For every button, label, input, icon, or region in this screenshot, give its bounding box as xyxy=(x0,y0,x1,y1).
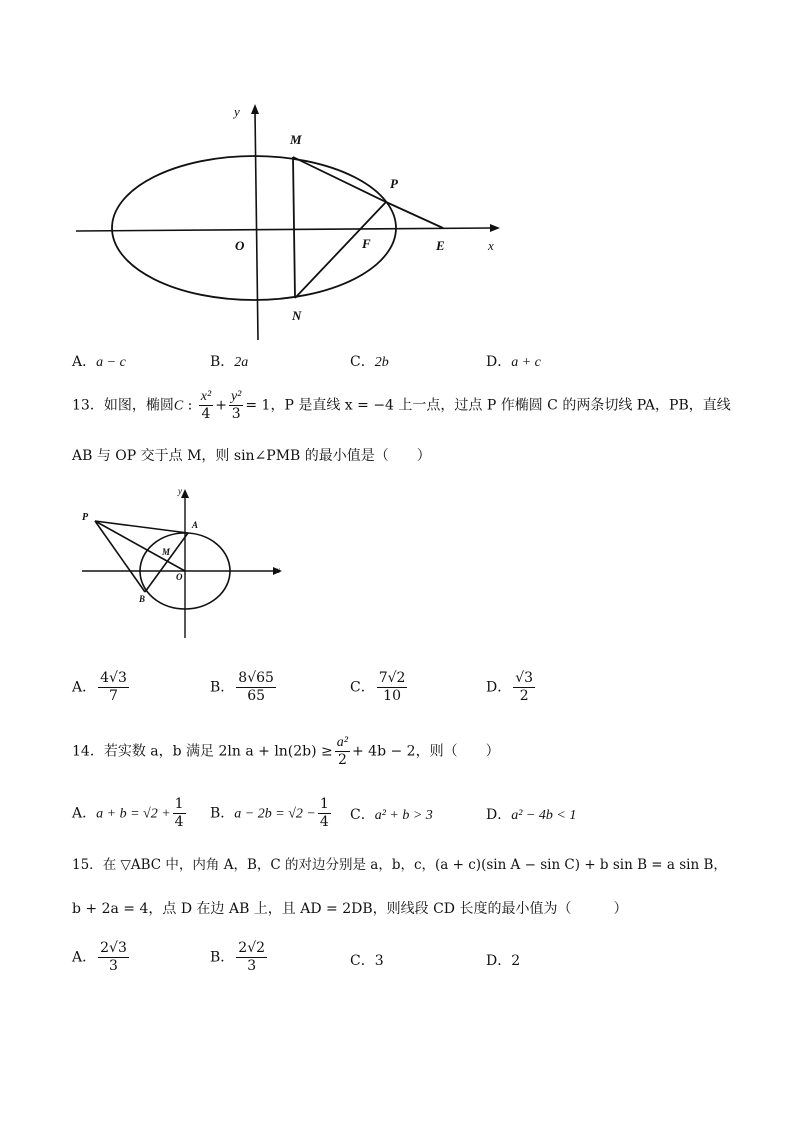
fig1-label-x: x xyxy=(488,238,494,253)
ellipse xyxy=(112,156,396,300)
q13-line2: AB 与 OP 交于点 M，则 sin∠PMB 的最小值是（ ） xyxy=(72,448,431,464)
segment-pn xyxy=(295,202,386,298)
q13-option-b[interactable]: B． $\frac{8√65}{65}$ xyxy=(210,670,274,704)
x-axis-arrow xyxy=(490,224,500,232)
q14-option-d[interactable]: D．a² − 4b < 1 xyxy=(486,807,577,823)
fig2-label-x: x xyxy=(276,565,280,575)
fig2-label-b: B xyxy=(139,594,146,604)
q14-option-c[interactable]: C．a² + b > 3 xyxy=(350,807,433,823)
q12-option-d[interactable]: D．a + c xyxy=(486,354,541,370)
q13-option-a[interactable]: A． $\frac{4√3}{7}$ xyxy=(72,670,127,704)
y-axis xyxy=(255,112,258,340)
q15-line2: b + 2a = 4，点 D 在边 AB 上，且 AD = 2DB，则线段 CD 长度的最小值为（ ） xyxy=(72,901,628,917)
figure-ellipse-tangent xyxy=(0,0,794,350)
fig2-label-y: y xyxy=(178,486,182,496)
q15-line1: 15．在 ▽ABC 中，内角 A，B，C 的对边分别是 a，b，c，(a + c)(sin A − sin C) + b sin B = a sin B， xyxy=(72,857,727,873)
q14-stem: 14．若实数 a，b 满足 2ln a + ln(2b) ≥ $\frac{\text{a²}}{2}$ + 4b − 2，则（ ） xyxy=(72,735,500,768)
y-axis-arrow xyxy=(251,104,259,114)
figure-ellipse-tangents-pab xyxy=(0,480,794,650)
q14-option-b[interactable]: B．a − 2b = √2 − $\frac{1}{4}$ xyxy=(210,796,329,830)
q15-option-c[interactable]: C．3 xyxy=(350,953,384,969)
fig2-label-m: M xyxy=(162,547,171,557)
fig1-label-y: y xyxy=(234,104,240,119)
q13-option-d[interactable]: D． $\frac{√3}{2}$ xyxy=(486,670,534,704)
q12-option-b[interactable]: B．2a xyxy=(210,354,249,370)
tangent-pb xyxy=(95,521,145,592)
segment-ab xyxy=(145,533,188,592)
q15-option-d[interactable]: D．2 xyxy=(486,953,521,969)
tangent-pa xyxy=(95,521,188,533)
fig2-label-o: O xyxy=(176,572,183,582)
fig1-label-m: M xyxy=(290,132,302,147)
fig2-label-a: A xyxy=(192,520,199,530)
q15-option-a[interactable]: A． $\frac{2√3}{3}$ xyxy=(72,940,127,974)
y-axis-arrow xyxy=(181,489,189,498)
x-axis xyxy=(76,228,492,231)
fig1-label-p: P xyxy=(390,176,398,191)
fig1-label-f: F xyxy=(362,236,371,251)
fig2-label-p: P xyxy=(82,512,89,523)
q13-option-c[interactable]: C． $\frac{7√2}{10}$ xyxy=(350,670,406,704)
fig1-label-n: N xyxy=(292,308,302,323)
segment-mp xyxy=(293,157,386,202)
fig1-label-o: O xyxy=(235,238,245,253)
fig1-label-e: E xyxy=(436,238,445,253)
q15-option-b[interactable]: B． $\frac{2√2}{3}$ xyxy=(210,940,266,974)
q12-option-c[interactable]: C．2b xyxy=(350,354,389,370)
q13-line1: 13．如图，椭圆C : $\frac{\text{x²}}{4}$ + $\frac{\text{y²}}{3}$ = 1，P 是直线 x = −4 上一点，过点 P 作椭圆 C 的两条切线 PA，PB，直线 xyxy=(72,389,731,422)
q14-option-a[interactable]: A．a + b = √2 + $\frac{1}{4}$ xyxy=(72,796,184,830)
chord-mn xyxy=(293,157,295,298)
q12-option-a[interactable]: A．a − c xyxy=(72,354,126,370)
